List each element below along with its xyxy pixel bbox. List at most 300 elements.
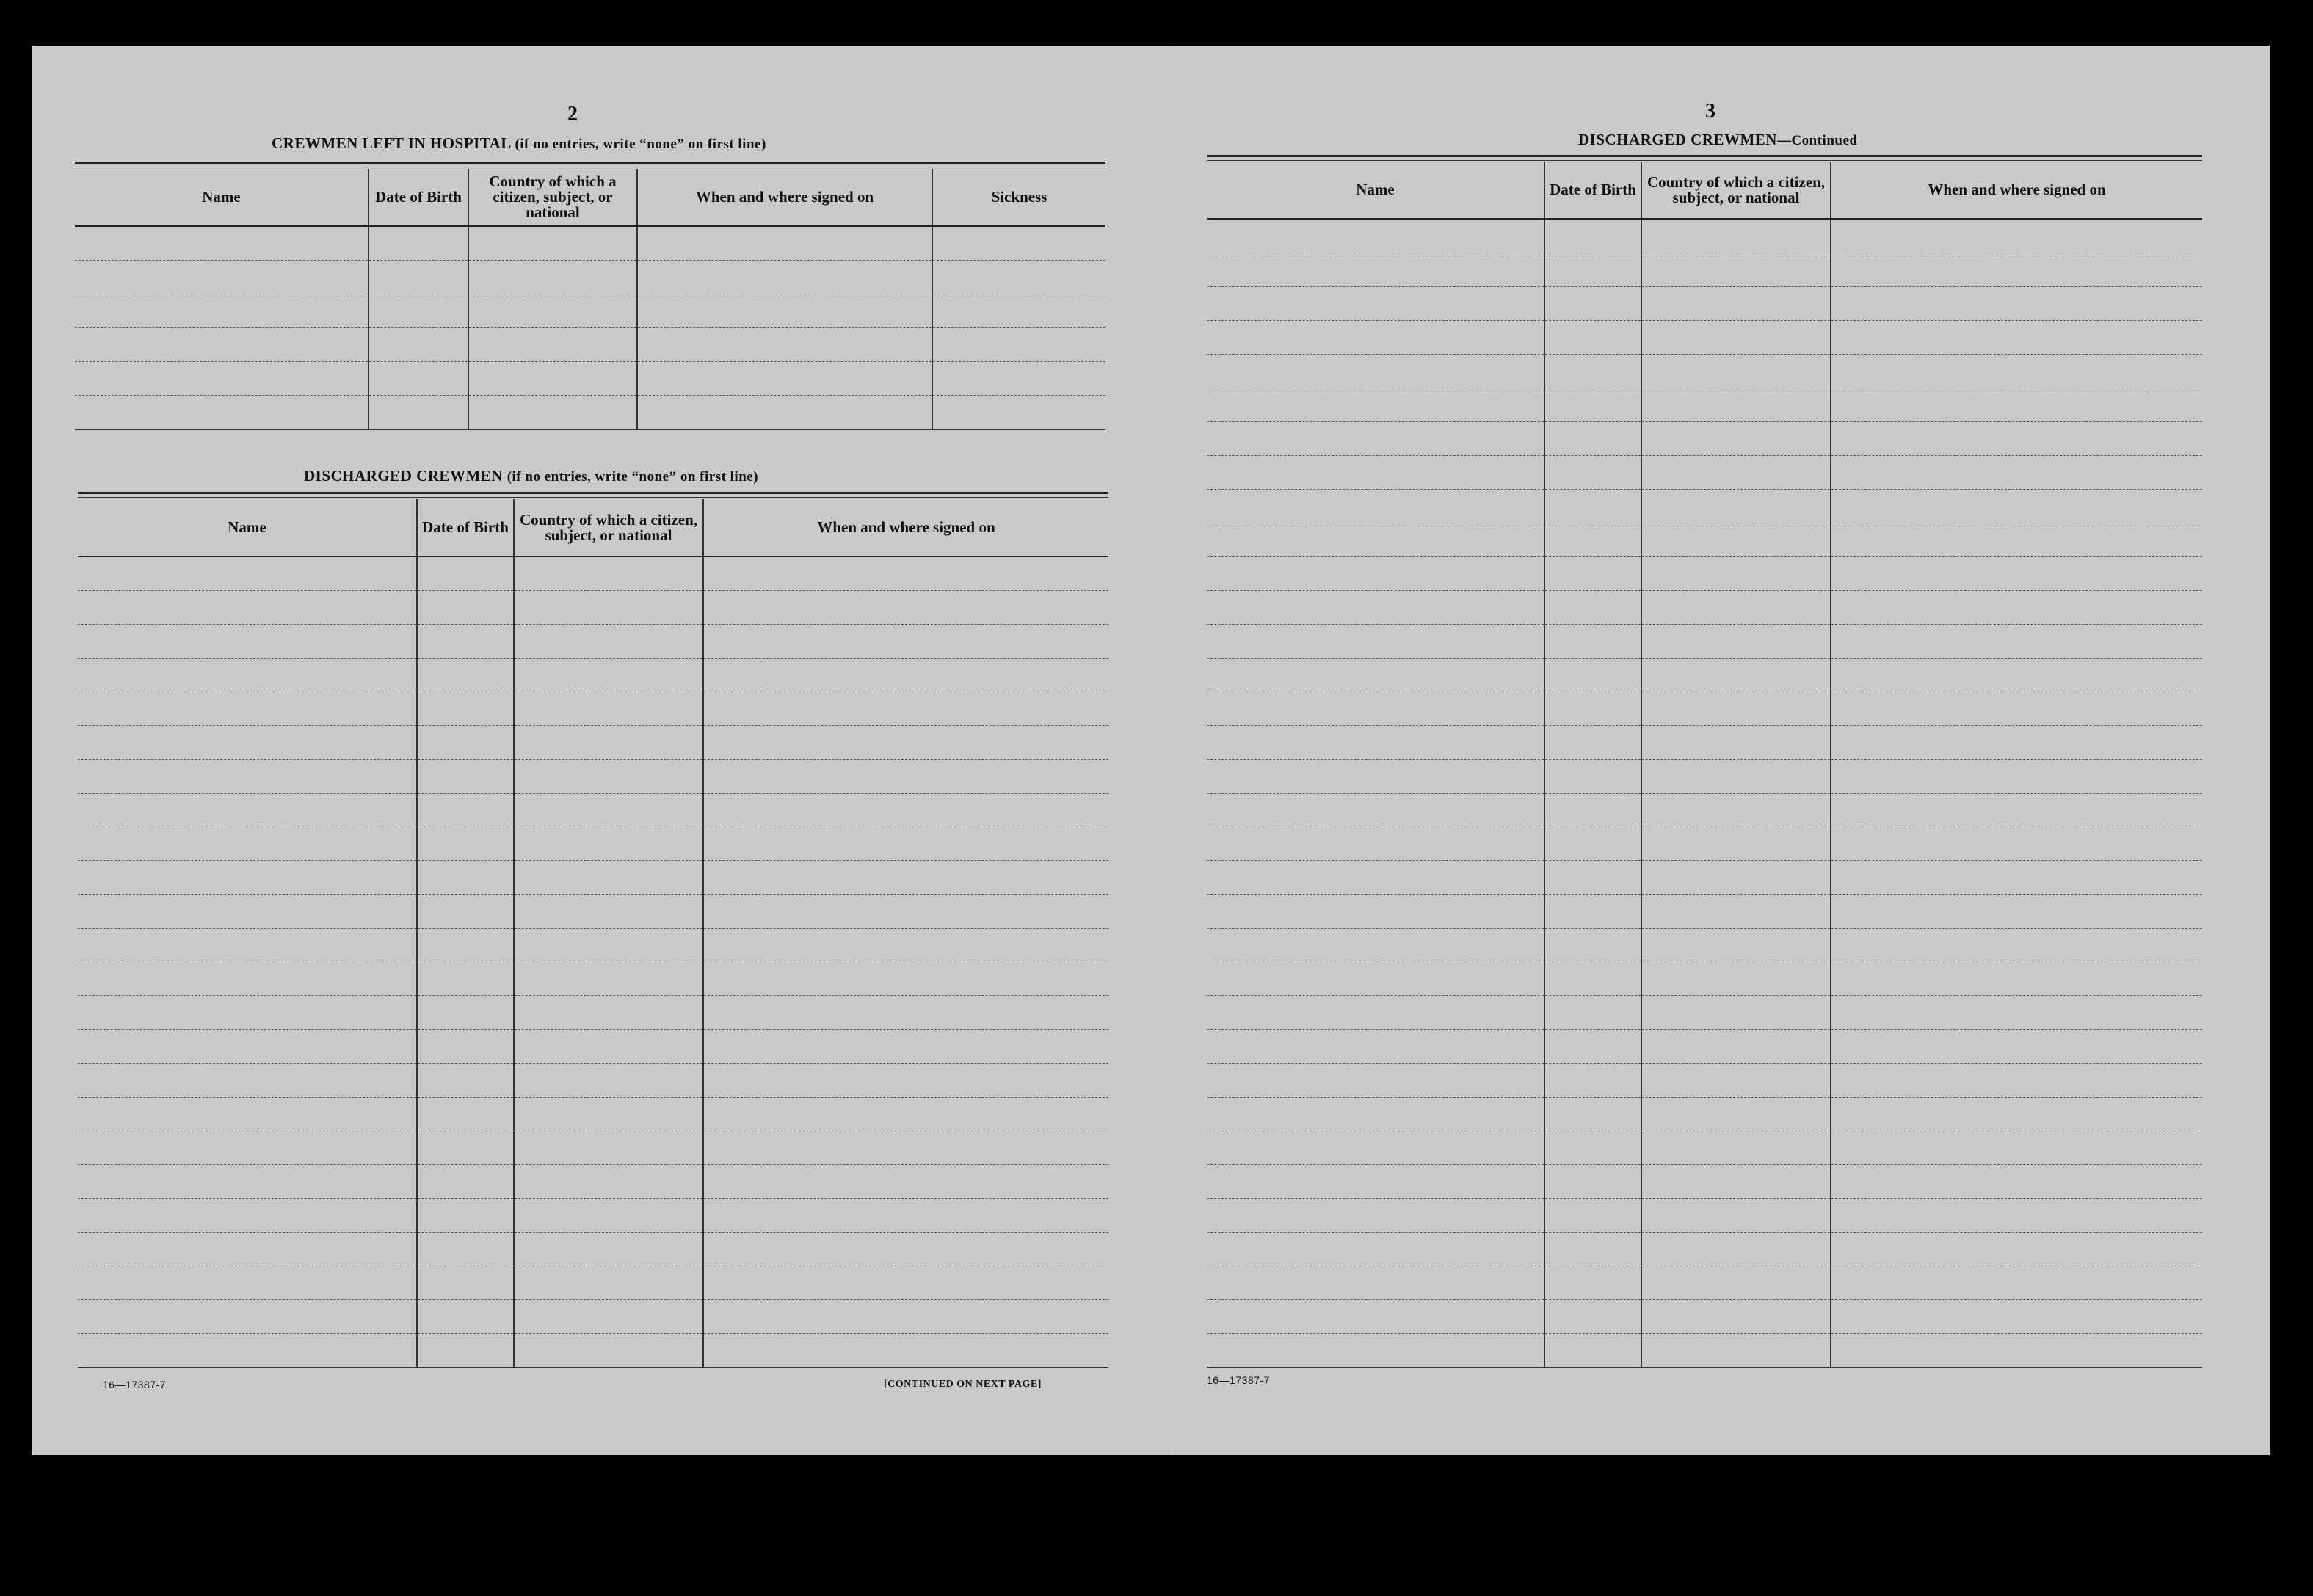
- form-cell: [1544, 1233, 1641, 1266]
- form-cell: [1641, 355, 1831, 388]
- form-cell: [1544, 422, 1641, 456]
- section-rule-thin: [1207, 160, 2202, 161]
- form-cell: [1831, 253, 2202, 287]
- left-page: [32, 46, 1170, 1455]
- form-cell: [1831, 962, 2202, 996]
- column-header-name: Name: [1207, 162, 1544, 219]
- form-cell: [78, 726, 417, 760]
- form-cell: [78, 794, 417, 827]
- form-cell: [1641, 456, 1831, 490]
- column-header-signed-on: When and where signed on: [637, 169, 932, 226]
- form-cell: [75, 294, 368, 328]
- form-cell: [468, 226, 637, 261]
- form-cell: [417, 996, 514, 1030]
- form-cell: [1544, 1199, 1641, 1233]
- form-row: [1207, 523, 2202, 557]
- form-cell: [1641, 1064, 1831, 1098]
- form-cell: [1641, 1266, 1831, 1300]
- column-header-date-of-birth: Date of Birth: [417, 499, 514, 556]
- form-row: [78, 1165, 1108, 1199]
- form-cell: [637, 226, 932, 261]
- form-cell: [514, 895, 703, 929]
- form-code: 16—17387-7: [103, 1379, 166, 1390]
- discharged-continued-table: [1207, 162, 2202, 1368]
- form-cell: [1831, 794, 2202, 827]
- form-cell: [514, 794, 703, 827]
- form-cell: [1207, 1098, 1544, 1131]
- form-cell: [1641, 490, 1831, 523]
- form-cell: [417, 794, 514, 827]
- form-cell: [1544, 253, 1641, 287]
- form-cell: [1831, 659, 2202, 692]
- form-cell: [1831, 456, 2202, 490]
- form-cell: [417, 726, 514, 760]
- form-cell: [514, 996, 703, 1030]
- form-cell: [78, 625, 417, 659]
- document-sheet: [32, 46, 2270, 1455]
- form-cell: [417, 1131, 514, 1165]
- form-row: [78, 1064, 1108, 1098]
- form-cell: [368, 294, 468, 328]
- form-cell: [1207, 422, 1544, 456]
- form-row: [78, 1300, 1108, 1334]
- form-cell: [417, 1300, 514, 1334]
- form-cell: [417, 692, 514, 726]
- form-cell: [703, 1266, 1108, 1300]
- form-cell: [1831, 1131, 2202, 1165]
- form-cell: [514, 625, 703, 659]
- form-cell: [637, 328, 932, 362]
- form-cell: [1831, 1064, 2202, 1098]
- column-header-country: Country of which a citizen, subject, or national: [514, 499, 703, 556]
- form-cell: [703, 827, 1108, 861]
- form-cell: [514, 556, 703, 591]
- form-cell: [75, 362, 368, 396]
- form-cell: [468, 328, 637, 362]
- form-cell: [78, 1030, 417, 1064]
- form-row: [75, 362, 1105, 396]
- form-cell: [1641, 1233, 1831, 1266]
- column-header-country: Country of which a citizen, subject, or national: [1641, 162, 1831, 219]
- hospital-instruction: (if no entries, write “none” on first line): [515, 137, 766, 152]
- form-cell: [1207, 557, 1544, 591]
- form-cell: [1207, 1266, 1544, 1300]
- form-cell: [514, 692, 703, 726]
- form-row: [1207, 1334, 2202, 1368]
- form-row: [1207, 1300, 2202, 1334]
- form-cell: [1641, 659, 1831, 692]
- form-cell: [1207, 760, 1544, 794]
- form-cell: [1207, 219, 1544, 253]
- form-cell: [417, 861, 514, 895]
- form-cell: [1207, 659, 1544, 692]
- form-cell: [703, 1233, 1108, 1266]
- form-cell: [75, 226, 368, 261]
- form-cell: [78, 1165, 417, 1199]
- section-rule: [75, 162, 1105, 164]
- form-cell: [637, 294, 932, 328]
- form-cell: [1207, 1064, 1544, 1098]
- form-row: [1207, 895, 2202, 929]
- form-cell: [1544, 1064, 1641, 1098]
- form-cell: [1207, 456, 1544, 490]
- form-row: [78, 794, 1108, 827]
- form-cell: [78, 962, 417, 996]
- form-row: [1207, 287, 2202, 321]
- form-cell: [1207, 321, 1544, 355]
- form-cell: [1641, 1199, 1831, 1233]
- form-row: [78, 1030, 1108, 1064]
- hospital-table: [75, 169, 1105, 430]
- form-cell: [1831, 355, 2202, 388]
- form-row: [1207, 861, 2202, 895]
- form-cell: [468, 396, 637, 430]
- form-cell: [1641, 253, 1831, 287]
- form-cell: [417, 1064, 514, 1098]
- form-cell: [1641, 827, 1831, 861]
- form-cell: [703, 996, 1108, 1030]
- form-cell: [1544, 1334, 1641, 1368]
- form-cell: [1831, 692, 2202, 726]
- form-cell: [1544, 1300, 1641, 1334]
- form-cell: [1544, 929, 1641, 962]
- form-cell: [1207, 287, 1544, 321]
- form-cell: [1641, 219, 1831, 253]
- form-cell: [417, 1098, 514, 1131]
- column-header-signed-on: When and where signed on: [703, 499, 1108, 556]
- form-cell: [1544, 557, 1641, 591]
- form-cell: [1207, 355, 1544, 388]
- form-row: [78, 929, 1108, 962]
- form-row: [78, 556, 1108, 591]
- form-cell: [1641, 929, 1831, 962]
- form-cell: [703, 1300, 1108, 1334]
- form-row: [78, 625, 1108, 659]
- form-cell: [1544, 861, 1641, 895]
- form-cell: [1831, 996, 2202, 1030]
- form-row: [1207, 219, 2202, 253]
- form-cell: [368, 396, 468, 430]
- form-cell: [1207, 523, 1544, 557]
- form-row: [78, 1233, 1108, 1266]
- form-cell: [1544, 1131, 1641, 1165]
- form-cell: [368, 226, 468, 261]
- form-cell: [417, 1266, 514, 1300]
- form-row: [1207, 726, 2202, 760]
- form-cell: [514, 929, 703, 962]
- form-row: [75, 328, 1105, 362]
- form-cell: [1641, 760, 1831, 794]
- form-cell: [1831, 321, 2202, 355]
- form-cell: [1831, 827, 2202, 861]
- form-cell: [368, 362, 468, 396]
- form-cell: [1641, 388, 1831, 422]
- form-cell: [1641, 1334, 1831, 1368]
- form-cell: [1831, 422, 2202, 456]
- form-cell: [1641, 287, 1831, 321]
- form-cell: [703, 760, 1108, 794]
- hospital-section-title: [272, 134, 766, 153]
- form-cell: [78, 1064, 417, 1098]
- form-cell: [1544, 1098, 1641, 1131]
- page-number: 2: [567, 103, 578, 126]
- form-row: [1207, 591, 2202, 625]
- form-cell: [1831, 523, 2202, 557]
- form-cell: [417, 1334, 514, 1368]
- form-row: [78, 1334, 1108, 1368]
- form-row: [1207, 659, 2202, 692]
- form-cell: [1544, 692, 1641, 726]
- form-cell: [1831, 1266, 2202, 1300]
- form-cell: [1641, 625, 1831, 659]
- form-cell: [417, 1199, 514, 1233]
- discharged-continued-title: [1578, 131, 1857, 149]
- form-row: [78, 659, 1108, 692]
- form-cell: [75, 396, 368, 430]
- form-cell: [1207, 1300, 1544, 1334]
- column-header-date-of-birth: Date of Birth: [368, 169, 468, 226]
- section-rule: [78, 492, 1108, 494]
- form-cell: [1207, 962, 1544, 996]
- form-cell: [637, 396, 932, 430]
- form-cell: [637, 261, 932, 294]
- form-cell: [1831, 929, 2202, 962]
- section-rule-thin: [78, 497, 1108, 498]
- form-cell: [1544, 388, 1641, 422]
- form-row: [1207, 1030, 2202, 1064]
- discharged-continued-title-text: DISCHARGED CREWMEN: [1578, 131, 1777, 148]
- form-cell: [78, 1334, 417, 1368]
- form-row: [78, 1098, 1108, 1131]
- form-cell: [1641, 1131, 1831, 1165]
- form-row: [75, 396, 1105, 430]
- form-cell: [1641, 591, 1831, 625]
- form-cell: [417, 591, 514, 625]
- form-cell: [703, 1199, 1108, 1233]
- form-cell: [703, 726, 1108, 760]
- form-cell: [78, 929, 417, 962]
- form-cell: [417, 556, 514, 591]
- form-code: 16—17387-7: [1207, 1374, 1270, 1386]
- form-cell: [1641, 692, 1831, 726]
- form-cell: [1207, 827, 1544, 861]
- form-cell: [1544, 659, 1641, 692]
- form-cell: [514, 659, 703, 692]
- form-cell: [514, 1300, 703, 1334]
- form-row: [1207, 490, 2202, 523]
- form-row: [78, 827, 1108, 861]
- form-row: [1207, 321, 2202, 355]
- form-cell: [417, 1165, 514, 1199]
- form-cell: [703, 659, 1108, 692]
- form-cell: [78, 1233, 417, 1266]
- form-cell: [1544, 1165, 1641, 1199]
- form-cell: [514, 1064, 703, 1098]
- hospital-title-text: CREWMEN LEFT IN HOSPITAL: [272, 134, 511, 152]
- form-cell: [1831, 1165, 2202, 1199]
- form-cell: [1831, 388, 2202, 422]
- form-cell: [514, 1266, 703, 1300]
- continued-label: —Continued: [1776, 133, 1858, 148]
- form-cell: [514, 1233, 703, 1266]
- form-cell: [417, 625, 514, 659]
- form-row: [78, 692, 1108, 726]
- form-cell: [78, 692, 417, 726]
- form-cell: [1544, 895, 1641, 929]
- section-rule: [1207, 155, 2202, 157]
- column-header-sickness: Sickness: [932, 169, 1105, 226]
- form-cell: [1207, 625, 1544, 659]
- form-cell: [1544, 591, 1641, 625]
- form-row: [75, 261, 1105, 294]
- form-cell: [1641, 996, 1831, 1030]
- form-cell: [932, 328, 1105, 362]
- form-cell: [417, 1030, 514, 1064]
- form-row: [78, 996, 1108, 1030]
- form-cell: [1831, 490, 2202, 523]
- form-row: [1207, 388, 2202, 422]
- form-cell: [78, 1300, 417, 1334]
- form-row: [1207, 625, 2202, 659]
- form-cell: [703, 1030, 1108, 1064]
- form-cell: [1831, 625, 2202, 659]
- form-cell: [932, 294, 1105, 328]
- form-cell: [932, 362, 1105, 396]
- form-cell: [703, 1165, 1108, 1199]
- form-cell: [514, 726, 703, 760]
- form-cell: [1544, 355, 1641, 388]
- form-row: [1207, 827, 2202, 861]
- form-cell: [1544, 760, 1641, 794]
- form-cell: [1641, 895, 1831, 929]
- form-cell: [1831, 726, 2202, 760]
- form-row: [1207, 692, 2202, 726]
- form-cell: [1544, 456, 1641, 490]
- form-cell: [703, 556, 1108, 591]
- form-cell: [1207, 1233, 1544, 1266]
- discharged-table: [78, 499, 1108, 1368]
- form-cell: [1641, 557, 1831, 591]
- form-cell: [1544, 490, 1641, 523]
- form-cell: [514, 760, 703, 794]
- form-cell: [75, 261, 368, 294]
- form-cell: [703, 929, 1108, 962]
- form-cell: [417, 827, 514, 861]
- form-cell: [1207, 591, 1544, 625]
- form-cell: [703, 861, 1108, 895]
- form-cell: [703, 692, 1108, 726]
- form-cell: [417, 929, 514, 962]
- form-row: [1207, 456, 2202, 490]
- column-header-name: Name: [75, 169, 368, 226]
- form-cell: [78, 1098, 417, 1131]
- form-cell: [514, 861, 703, 895]
- form-row: [78, 895, 1108, 929]
- column-header-country: Country of which a citizen, subject, or national: [468, 169, 637, 226]
- right-page: [1170, 46, 2270, 1455]
- form-cell: [1641, 1300, 1831, 1334]
- form-cell: [78, 1131, 417, 1165]
- form-row: [78, 760, 1108, 794]
- form-cell: [368, 261, 468, 294]
- form-cell: [1641, 962, 1831, 996]
- form-cell: [1641, 726, 1831, 760]
- form-cell: [1641, 1098, 1831, 1131]
- form-cell: [78, 996, 417, 1030]
- form-cell: [1641, 1030, 1831, 1064]
- form-cell: [1544, 321, 1641, 355]
- form-cell: [78, 861, 417, 895]
- form-cell: [417, 760, 514, 794]
- form-cell: [1641, 422, 1831, 456]
- form-row: [1207, 1098, 2202, 1131]
- form-cell: [1207, 692, 1544, 726]
- column-header-signed-on: When and where signed on: [1831, 162, 2202, 219]
- form-row: [1207, 996, 2202, 1030]
- form-cell: [78, 827, 417, 861]
- form-row: [78, 591, 1108, 625]
- form-cell: [703, 1064, 1108, 1098]
- form-cell: [78, 556, 417, 591]
- form-cell: [78, 659, 417, 692]
- form-cell: [703, 794, 1108, 827]
- form-cell: [1831, 1300, 2202, 1334]
- form-row: [1207, 1064, 2202, 1098]
- column-header-name: Name: [78, 499, 417, 556]
- form-cell: [1207, 929, 1544, 962]
- form-cell: [468, 261, 637, 294]
- form-cell: [703, 895, 1108, 929]
- form-cell: [1831, 1334, 2202, 1368]
- form-cell: [1544, 794, 1641, 827]
- form-cell: [1831, 287, 2202, 321]
- form-cell: [514, 1098, 703, 1131]
- form-cell: [1544, 827, 1641, 861]
- form-cell: [1831, 1233, 2202, 1266]
- form-cell: [75, 328, 368, 362]
- form-row: [1207, 557, 2202, 591]
- form-cell: [703, 591, 1108, 625]
- form-row: [1207, 422, 2202, 456]
- form-cell: [1641, 523, 1831, 557]
- form-cell: [417, 659, 514, 692]
- continued-note: [CONTINUED ON NEXT PAGE]: [884, 1379, 1042, 1390]
- form-row: [78, 726, 1108, 760]
- form-cell: [1641, 321, 1831, 355]
- form-row: [1207, 794, 2202, 827]
- form-cell: [703, 1334, 1108, 1368]
- form-cell: [1641, 861, 1831, 895]
- form-row: [1207, 1233, 2202, 1266]
- form-cell: [417, 962, 514, 996]
- form-row: [1207, 962, 2202, 996]
- form-cell: [78, 1199, 417, 1233]
- form-cell: [1831, 760, 2202, 794]
- form-cell: [1544, 287, 1641, 321]
- form-cell: [1544, 219, 1641, 253]
- form-cell: [703, 625, 1108, 659]
- form-cell: [1544, 726, 1641, 760]
- form-cell: [1544, 996, 1641, 1030]
- form-row: [78, 1199, 1108, 1233]
- form-row: [78, 962, 1108, 996]
- form-cell: [1831, 591, 2202, 625]
- form-cell: [78, 1266, 417, 1300]
- form-cell: [1831, 219, 2202, 253]
- form-row: [75, 226, 1105, 261]
- form-cell: [1207, 861, 1544, 895]
- form-cell: [1207, 1030, 1544, 1064]
